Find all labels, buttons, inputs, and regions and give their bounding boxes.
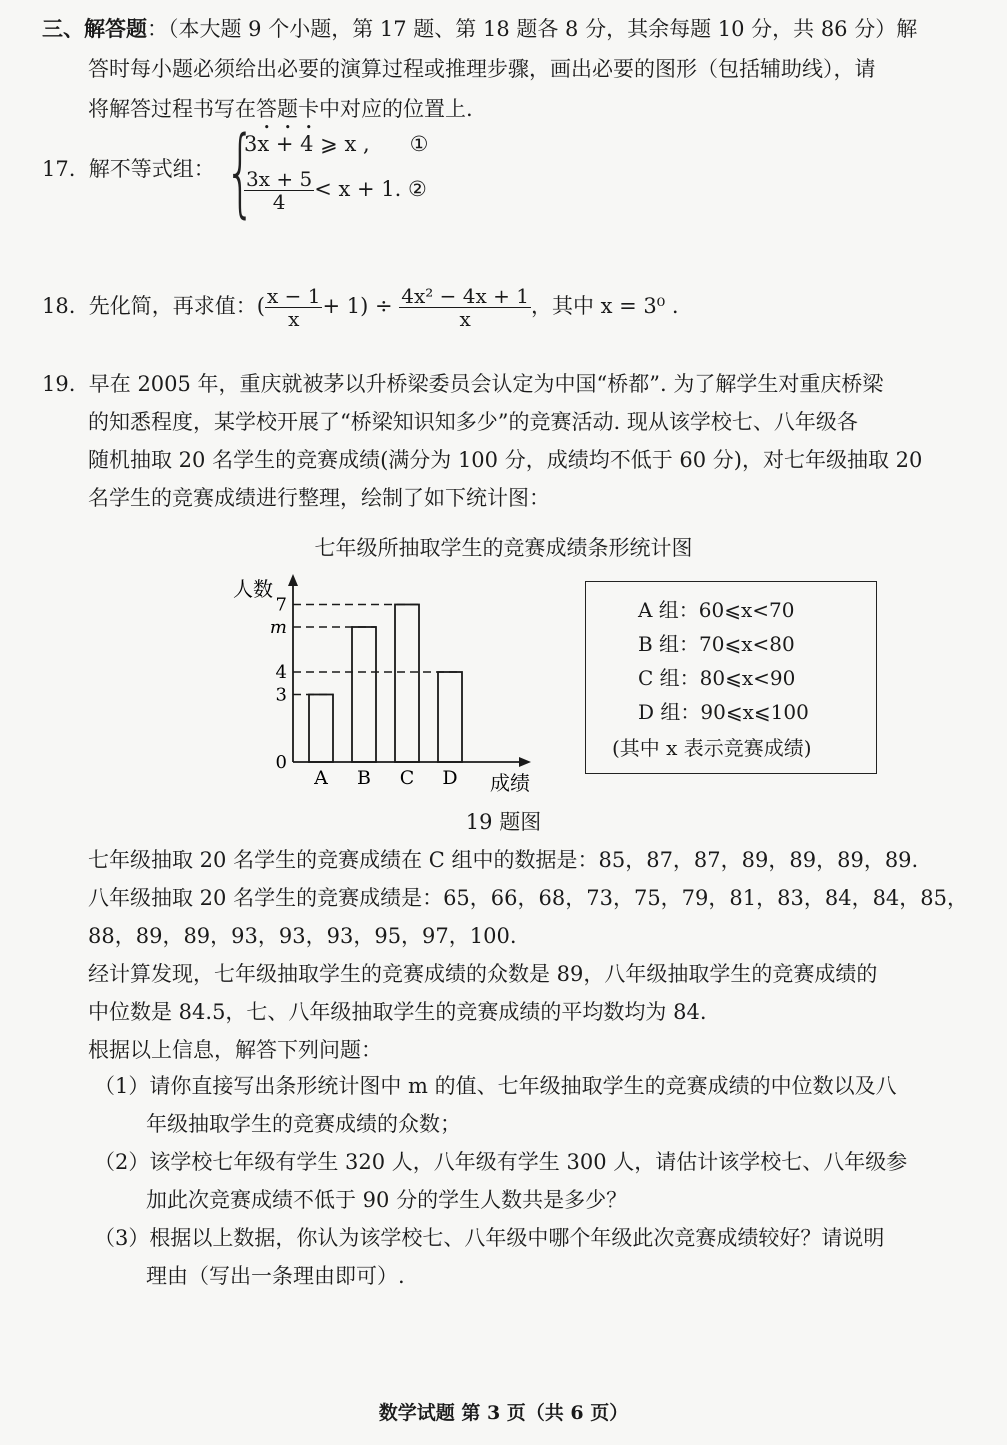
legend-item-a: A 组：60⩽x<70 <box>638 598 795 622</box>
q18-fraction-1: $\frac{x - 1}{x}$ <box>266 284 321 331</box>
x-tick-label-A: A <box>314 767 328 789</box>
bar-chart <box>225 570 545 800</box>
legend-item-d: D 组：90⩽x⩽100 <box>638 700 809 724</box>
q19-line-1: 19. 早在 2005 年，重庆就被茅以升桥梁委员会认定为中国“桥都”. 为了解学生对重庆桥梁 <box>42 372 884 396</box>
sub-question-1: （1）请你直接写出条形统计图中 m 的值、七年级抽取学生的竞赛成绩的中位数以及八 <box>94 1074 897 1098</box>
section-line-3: 将解答过程书写在答题卡中对应的位置上. <box>88 97 473 121</box>
legend-item-c: C 组：80⩽x<90 <box>638 666 796 690</box>
sub-question-2: （2）该学校七年级有学生 320 人，八年级有学生 300 人，请估计该学校七、八年级参 <box>94 1150 908 1174</box>
bar-D <box>438 672 462 762</box>
section-heading: 三、解答题：（本大题 9 个小题，第 17 题、第 18 题各 8 分，其余每题 10 分，共 86 分）解 <box>42 16 918 41</box>
legend-box <box>585 581 877 774</box>
y-axis-label: 人数 <box>233 577 273 601</box>
x-axis-label: 成绩 <box>490 771 530 795</box>
q19-data-line-5: 中位数是 84.5，七、八年级抽取学生的竞赛成绩的平均数均为 84. <box>88 1000 707 1024</box>
sub-question-3-cont: 理由（写出一条理由即可）. <box>146 1264 405 1288</box>
q19-line-4: 名学生的竞赛成绩进行整理，绘制了如下统计图： <box>88 486 550 510</box>
sub-question-1-cont: 年级抽取学生的竞赛成绩的众数； <box>146 1112 461 1136</box>
q18: 18. 先化简，再求值：( $\frac{x - 1}{x}$ + 1) ÷ $\frac{\text{4x² − 4x + 1}}{x}$ ，其中 x = 3⁰ . <box>42 284 679 331</box>
q19-data-line-3: 88，89，89，93，93，93，95，97，100. <box>88 924 517 948</box>
y-tick-label-4: 4 <box>275 662 287 683</box>
q19-data-line-1: 七年级抽取 20 名学生的竞赛成绩在 C 组中的数据是：85，87，87，89，89，89，89. <box>88 848 919 872</box>
bar-B <box>352 627 376 762</box>
q19-data-line-4: 经计算发现，七年级抽取学生的竞赛成绩的众数是 89，八年级抽取学生的竞赛成绩的 <box>88 962 878 986</box>
q19-line-2: 的知悉程度，某学校开展了“桥梁知识知多少”的竞赛活动. 现从该学校七、八年级各 <box>88 410 858 434</box>
sub-question-3: （3）根据以上数据，你认为该学校七、八年级中哪个年级此次竞赛成绩较好？请说明 <box>94 1226 885 1250</box>
q19-data-line-2: 八年级抽取 20 名学生的竞赛成绩是：65，66，68，73，75，79，81，83，84，84，85， <box>88 886 969 910</box>
chart-title: 七年级所抽取学生的竞赛成绩条形统计图 <box>314 536 693 560</box>
sub-question-2-cont: 加此次竞赛成绩不低于 90 分的学生人数共是多少？ <box>146 1188 628 1212</box>
q17-inequality-1: 3x + 4 ⩾ x , ① <box>244 132 429 156</box>
q17-label: 17. 解不等式组： <box>42 157 215 181</box>
x-tick-label-C: C <box>399 767 415 789</box>
y-tick-label-7: 7 <box>275 594 287 616</box>
legend-item-b: B 组：70⩽x<80 <box>638 632 795 656</box>
bar-C <box>395 605 419 763</box>
legend-note: (其中 x 表示竞赛成绩) <box>612 736 812 760</box>
x-axis-arrow <box>519 757 531 767</box>
y-axis-arrow <box>288 574 298 586</box>
x-tick-label-D: D <box>442 767 458 789</box>
y-tick-label-m: m <box>269 617 287 638</box>
figure-caption: 19 题图 <box>465 810 542 834</box>
y-tick-label-3: 3 <box>275 684 287 706</box>
emphasis-answer-card: 答题卡 <box>256 97 319 121</box>
system-brace: { <box>225 116 256 228</box>
q19-data-line-6: 根据以上信息，解答下列问题： <box>88 1038 382 1062</box>
q17-inequality-2: $\frac{3x + 5}{4}$ < x + 1. ② <box>246 167 427 214</box>
q19-line-3: 随机抽取 20 名学生的竞赛成绩(满分为 100 分，成绩均不低于 60 分)，对七年级抽取 20 <box>88 448 923 472</box>
q18-fraction-2: $\frac{\text{4x² − 4x + 1}}{x}$ <box>401 284 529 331</box>
y-tick-label-0: 0 <box>275 752 287 773</box>
q17-fraction: $\frac{3x + 5}{4}$ <box>246 167 313 214</box>
page-footer: 数学试题 第 3 页（共 6 页） <box>378 1402 629 1424</box>
section-line-2: 答时每小题必须给出必要的演算过程或推理步骤，画出必要的图形（包括辅助线），请 <box>88 57 876 81</box>
bar-A <box>309 695 333 763</box>
x-tick-label-B: B <box>357 767 371 789</box>
